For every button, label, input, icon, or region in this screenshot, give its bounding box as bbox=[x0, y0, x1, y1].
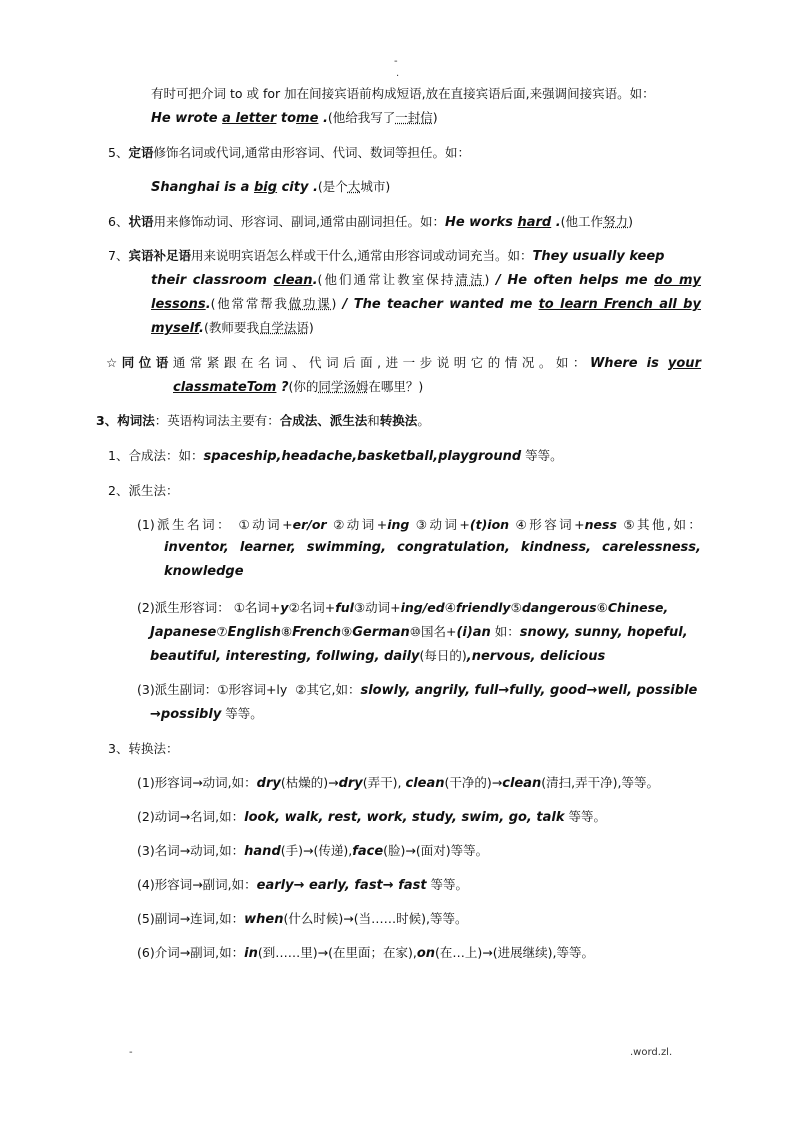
circled-number: ③ bbox=[353, 600, 366, 615]
circled-number: ⑩ bbox=[409, 624, 421, 639]
section-word-formation: 3、构词法：英语构词法主要有：合成法、派生法和转换法。 bbox=[96, 413, 430, 428]
suffix: (i)an bbox=[456, 625, 491, 640]
example-word: clean bbox=[405, 776, 445, 791]
rule-text: 名词+ bbox=[244, 600, 281, 615]
derivation: 2、派生法： bbox=[108, 483, 179, 498]
conversion-label: (1)形容词→动词,如： bbox=[137, 775, 257, 790]
suffix: German bbox=[352, 625, 410, 640]
suffix: French bbox=[292, 625, 342, 640]
circled-number: ④ bbox=[515, 517, 530, 532]
example-word: carelessness, bbox=[602, 540, 701, 555]
derived-adverbs: (3)派生副词：①形容词+ly ②其它,如：slowly, angrily, full→fully, good→well, possible bbox=[137, 682, 698, 698]
gloss: (手)→(传递), bbox=[280, 843, 353, 858]
rule-text: 国名+ bbox=[420, 624, 457, 639]
object-complement-line-4: myself.(教师要我自学法语) bbox=[151, 320, 314, 336]
circled-number: ④ bbox=[444, 600, 456, 615]
gloss: (什么时候)→(当……时候),等等。 bbox=[283, 911, 468, 926]
suffix: dangerous bbox=[521, 600, 597, 615]
section-adverbial: 6、状语用来修饰动词、形容词、副词,通常由副词担任。如：He works hard .(他工作努力) bbox=[108, 214, 633, 230]
header-mark: - bbox=[394, 56, 398, 67]
circled-number: ⑨ bbox=[341, 624, 353, 639]
rule-text: 如： bbox=[490, 624, 520, 639]
rule-text: 名词+ bbox=[299, 600, 336, 615]
indirect-object-example: He wrote a letter tome .(他给我写了一封信) bbox=[151, 110, 438, 126]
suffix: er/or bbox=[292, 517, 327, 532]
example-word: early→ early, fast→ fast bbox=[256, 878, 427, 893]
example-word: dry bbox=[338, 776, 363, 791]
suffix: ness bbox=[584, 517, 617, 532]
object-complement-line-3: lessons.(他常常帮我做功课) / The teacher wanted me to learn French all by bbox=[151, 296, 701, 312]
conversion-item bbox=[137, 908, 467, 931]
derived-noun-examples bbox=[164, 537, 701, 559]
gloss: (弄干), bbox=[362, 775, 406, 790]
example-word: kindness, bbox=[520, 540, 592, 555]
conversion-item bbox=[137, 772, 659, 795]
derived-nouns: (1)派生名词： ①动词+er/or ②动词+ing ③动词+(t)ion ④形容词+ness ⑤其他,如： bbox=[137, 517, 701, 532]
appositive-example: classmateTom ?(你的同学汤姆在哪里？) bbox=[173, 379, 424, 395]
suffix: English bbox=[227, 625, 281, 640]
gloss: (在…上)→(进展继续),等等。 bbox=[435, 945, 594, 960]
object-complement-line-2: their classroom clean.(他们通常让教室保持清洁) / He often helps me do my bbox=[151, 272, 701, 288]
circled-number: ② bbox=[333, 517, 347, 532]
example-word: on bbox=[416, 946, 436, 961]
section-appositive: ☆同位语通常紧跟在名词、代词后面,进一步说明它的情况。如：Where is your bbox=[106, 355, 701, 371]
gloss: 等等。 bbox=[426, 877, 469, 892]
rule-text: 动词+ bbox=[429, 517, 470, 532]
example-word: face bbox=[352, 844, 384, 859]
section-attributive: 5、定语修饰名词或代词,通常由形容词、代词、数词等担任。如： bbox=[108, 145, 470, 160]
gloss: (干净的)→ bbox=[444, 775, 503, 790]
conversion-item bbox=[137, 806, 606, 829]
example-word: clean bbox=[502, 776, 542, 791]
suffix: y bbox=[280, 600, 289, 615]
compounding: 1、合成法：如：spaceship,headache,basketball,playground 等等。 bbox=[108, 448, 563, 464]
example-words: snowy, sunny, hopeful, bbox=[519, 625, 688, 640]
conversion-item bbox=[137, 874, 468, 897]
conversion-label: (2)动词→名词,如： bbox=[137, 809, 245, 824]
suffix: ing bbox=[387, 517, 410, 532]
rule-text: 形容词+ bbox=[529, 517, 585, 532]
derived-noun-last: knowledge bbox=[164, 564, 244, 579]
rule-text: 动词+ bbox=[365, 600, 401, 615]
gloss: (到……里)→(在里面；在家), bbox=[257, 945, 417, 960]
suffix: ing/ed bbox=[400, 600, 445, 615]
circled-number: ⑧ bbox=[280, 624, 293, 639]
circled-number: ⑤ bbox=[623, 517, 638, 532]
example-word: congratulation, bbox=[397, 540, 510, 555]
star-icon: ☆ bbox=[106, 355, 122, 370]
example-word: swimming, bbox=[306, 540, 387, 555]
rule-text: 其他,如： bbox=[637, 517, 701, 532]
suffix: ful bbox=[335, 600, 354, 615]
header-dot: . bbox=[396, 68, 400, 79]
conversion-item bbox=[137, 840, 488, 863]
circled-number: ② bbox=[288, 600, 300, 615]
example-word: hand bbox=[244, 844, 281, 859]
suffix: Chinese, bbox=[607, 600, 669, 615]
rule-text: 动词+ bbox=[252, 517, 293, 532]
circled-number: ① bbox=[233, 600, 245, 615]
circled-number: ③ bbox=[415, 517, 430, 532]
suffix: friendly bbox=[455, 600, 511, 615]
gloss: 等等。 bbox=[564, 809, 606, 824]
conversion: 3、转换法： bbox=[108, 741, 179, 756]
example-word: when bbox=[244, 912, 284, 927]
suffix: (t)ion bbox=[469, 517, 510, 532]
example-word: dry bbox=[256, 776, 281, 791]
derived-adjectives-line-2 bbox=[150, 621, 688, 644]
derived-adjectives: (2)派生形容词： ①名词+y②名词+ful③动词+ing/ed④friendly⑤dangerous⑥Chinese, bbox=[137, 600, 669, 615]
gloss: (脸)→(面对)等等。 bbox=[383, 843, 489, 858]
rule-text: 动词+ bbox=[346, 517, 388, 532]
gloss: (枯燥的)→ bbox=[280, 775, 339, 790]
derived-adverbs-line-2: →possibly 等等。 bbox=[150, 706, 263, 722]
circled-number: ⑤ bbox=[510, 600, 522, 615]
derived-adjectives-line-3: beautiful, interesting, follwing, daily(每日的),nervous, delicious bbox=[150, 648, 606, 664]
circled-number: ① bbox=[238, 517, 253, 532]
section-object-complement: 7、宾语补足语用来说明宾语怎么样或干什么,通常由形容词或动词充当。如：They usually keep bbox=[108, 248, 665, 264]
example-word: in bbox=[244, 946, 258, 961]
circled-number: ⑦ bbox=[216, 624, 228, 639]
example-word: learner, bbox=[239, 540, 296, 555]
attributive-example: Shanghai is a big city .(是个大城市) bbox=[151, 179, 391, 195]
conversion-label: (3)名词→动词,如： bbox=[137, 843, 245, 858]
conversion-label: (6)介词→副词,如： bbox=[137, 945, 245, 960]
conversion-label: (4)形容词→副词,如： bbox=[137, 877, 257, 892]
conversion-label: (5)副词→连词,如： bbox=[137, 911, 245, 926]
conversion-item bbox=[137, 942, 594, 965]
footer-left-mark: - bbox=[129, 1047, 133, 1058]
indirect-object-note: 有时可把介词 to 或 for 加在间接宾语前构成短语,放在直接宾语后面,来强调间接宾语。如： bbox=[151, 86, 655, 101]
circled-number: ⑥ bbox=[596, 600, 608, 615]
footer-right-mark: .word.zl. bbox=[630, 1047, 673, 1058]
example-word: look, walk, rest, work, study, swim, go, talk bbox=[244, 810, 565, 825]
example-word: inventor, bbox=[164, 540, 229, 555]
gloss: (清扫,弄干净),等等。 bbox=[541, 775, 659, 790]
suffix: Japanese bbox=[150, 625, 217, 640]
